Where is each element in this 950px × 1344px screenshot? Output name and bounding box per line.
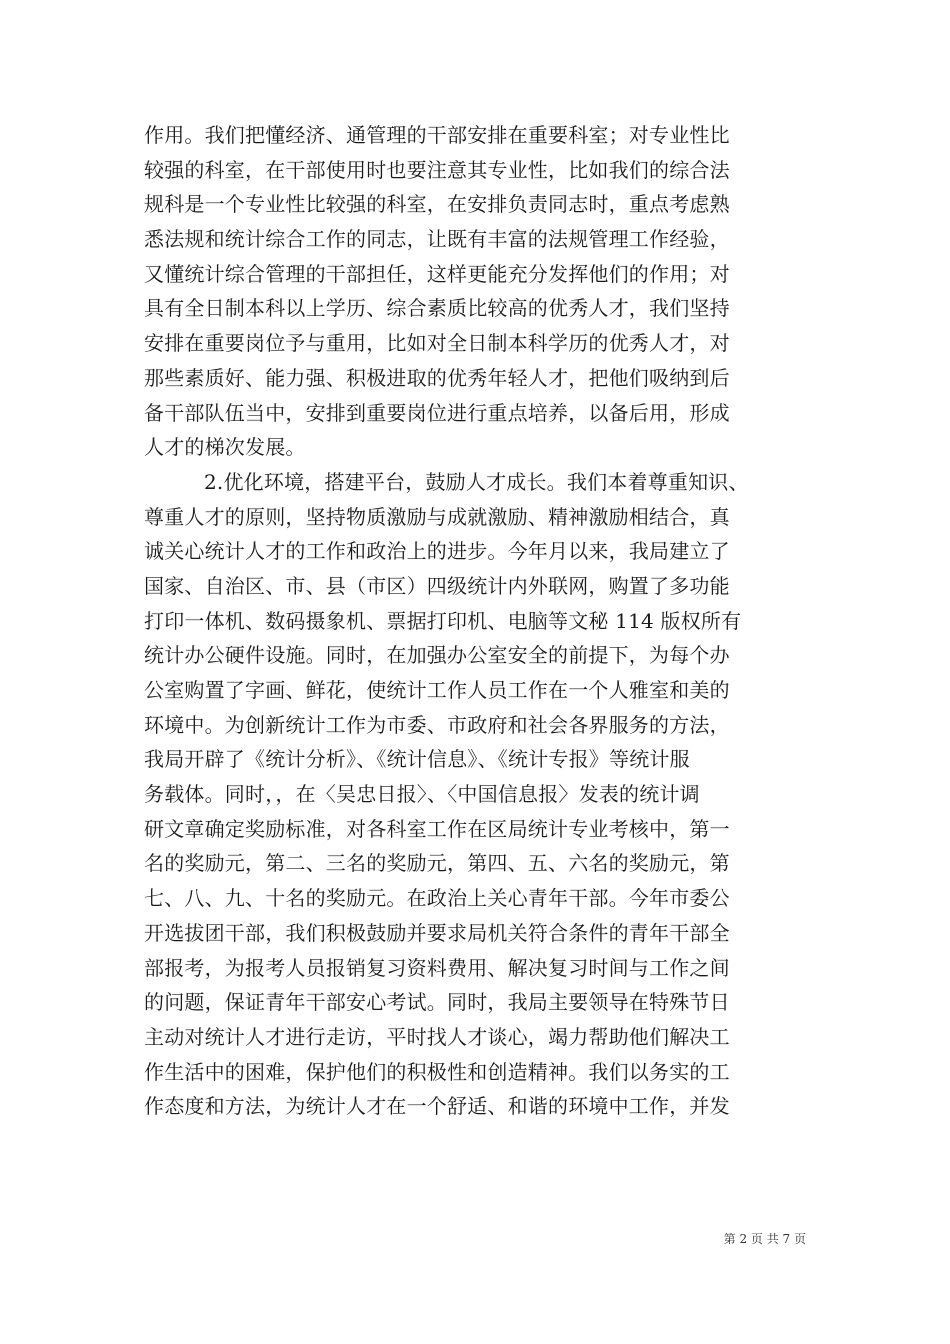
text-line: 安排在重要岗位予与重用，比如对全日制本科学历的优秀人才，对	[144, 331, 730, 356]
text-line: 公室购置了字画、鲜花，使统计工作人员工作在一个人雅室和美的	[144, 678, 730, 702]
text-line: 具有全日制本科以上学历、综合素质比较高的优秀人才，我们坚持	[144, 296, 730, 321]
text-line: 作态度和方法，为统计人才在一个舒适、和谐的环境中工作，并发	[144, 1094, 730, 1119]
text-line: 环境中。为创新统计工作为市委、市政府和社会各界服务的方法，	[144, 712, 730, 737]
text-line: 主动对统计人才进行走访，平时找人才谈心，竭力帮助他们解决工	[144, 1024, 730, 1049]
text-line: 开选拔团干部，我们积极鼓励并要求局机关符合条件的青年干部全	[144, 920, 730, 945]
text-line: 人才的梯次发展。	[144, 435, 306, 460]
text-line: 七、八、九、十名的奖励元。在政治上关心青年干部。今年市委公	[144, 886, 730, 911]
page-number-footer: 第 2 页 共 7 页	[723, 1232, 806, 1246]
text-line: 的问题，保证青年干部安心考试。同时，我局主要领导在特殊节日	[144, 990, 730, 1015]
text-line: 打印一体机、数码摄象机、票据打印机、电脑等文秘 114 版权所有	[144, 608, 742, 633]
text-line: 作生活中的困难，保护他们的积极性和创造精神。我们以务实的工	[144, 1059, 730, 1084]
text-line: 又懂统计综合管理的干部担任，这样更能充分发挥他们的作用；对	[144, 261, 730, 286]
text-line: 研文章确定奖励标准，对各科室工作在区局统计专业考核中，第一	[144, 816, 730, 841]
text-line: 国家、自治区、市、县（市区）四级统计内外联网，购置了多功能	[144, 573, 730, 598]
text-line: 名的奖励元，第二、三名的奖励元，第四、五、六名的奖励元，第	[144, 851, 730, 876]
text-line: 规科是一个专业性比较强的科室，在安排负责同志时，重点考虑熟	[144, 192, 730, 217]
text-line: 尊重人才的原则，坚持物质激励与成就激励、精神激励相结合，真	[144, 504, 730, 529]
body-text	[144, 118, 814, 1124]
text-line: 诚关心统计人才的工作和政治上的进步。今年月以来，我局建立了	[144, 539, 730, 564]
text-line: 统计办公硬件设施。同时，在加强办公室安全的前提下，为每个办	[144, 643, 730, 668]
text-line: 备干部队伍当中，安排到重要岗位进行重点培养，以备后用，形成	[144, 400, 730, 425]
text-line: 我局开辟了《统计分析》、《统计信息》、《统计专报》等统计服	[144, 747, 690, 772]
text-line: 务载体。同时，，在〈吴忠日报〉、〈中国信息报〉发表的统计调	[144, 782, 700, 807]
text-line: 较强的科室，在干部使用时也要注意其专业性，比如我们的综合法	[144, 157, 730, 182]
text-line: 悉法规和统计综合工作的同志，让既有丰富的法规管理工作经验，	[144, 227, 730, 252]
text-line: 那些素质好、能力强、积极进取的优秀年轻人才，把他们吸纳到后	[144, 365, 730, 390]
text-line: 部报考，为报考人员报销复习资料费用、解决复习时间与工作之间	[144, 955, 730, 980]
paragraph-heading-line: 2.优化环境，搭建平台，鼓励人才成长。我们本着尊重知识、	[204, 469, 749, 494]
text-line: 作用。我们把懂经济、通管理的干部安排在重要科室；对专业性比	[144, 123, 730, 147]
